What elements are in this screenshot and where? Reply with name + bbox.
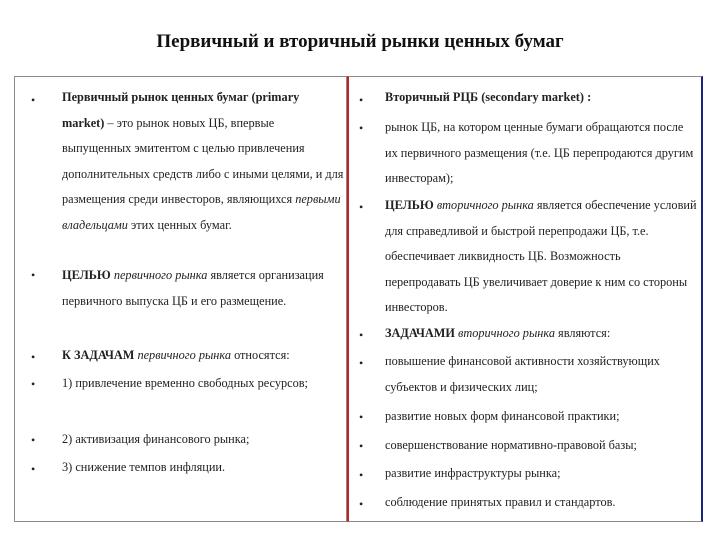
secondary-task-1: повышение финансовой активности хозяйствующих субъектов и физических лиц; [385, 354, 660, 394]
first-owners-term: первыми владельцами [62, 192, 341, 232]
slide-title: Первичный и вторичный рынки ценных бумаг [156, 31, 564, 52]
primary-task-3: 3) снижение темпов инфляции. [62, 460, 226, 474]
bullet-icon: • [31, 268, 36, 282]
secondary-market-goal: ЦЕЛЬЮ вторичного рынка является обеспечение условий для справедливой и быстрой перепродажи ЦБ, т.е. обеспечивает ликвидность ЦБ. Возможность перепродавать ЦБ увеличивает доверие к ним со стороны инвесторов. [385, 198, 697, 314]
primary-market-goal: ЦЕЛЬЮ первичного рынка является организация первичного выпуска ЦБ и его размещение. [62, 268, 324, 308]
secondary-task-3: совершенствование нормативно-правовой базы; [385, 438, 637, 452]
secondary-market-heading: Вторичный РЦБ (secondary market) : [385, 90, 592, 104]
secondary-market-definition: рынок ЦБ, на котором ценные бумаги обращаются после их первичного размещения (т.е. ЦБ перепродаются другим инвесторам); [385, 120, 694, 185]
secondary-market-tasks-heading: ЗАДАЧАМИ вторичного рынка являются: [385, 326, 611, 340]
secondary-task-4: развитие инфраструктуры рынка; [385, 466, 561, 480]
secondary-market-panel [347, 76, 703, 522]
term-primary-market: Первичный рынок ценных бумаг (primary market) [62, 90, 300, 130]
bullet-icon: • [359, 200, 364, 214]
bullet-icon: • [359, 439, 364, 453]
bullet-icon: • [31, 462, 36, 476]
secondary-task-2: развитие новых форм финансовой практики; [385, 409, 620, 423]
primary-market-tasks-heading: К ЗАДАЧАМ первичного рынка относятся: [62, 348, 290, 362]
secondary-task-5: соблюдение принятых правил и стандартов. [385, 495, 616, 509]
bullet-icon: • [31, 433, 36, 447]
bullet-icon: • [359, 93, 364, 107]
bullet-icon: • [31, 93, 36, 107]
primary-task-1: 1) привлечение временно свободных ресурсов; [62, 376, 308, 390]
bullet-icon: • [359, 328, 364, 342]
bullet-icon: • [359, 121, 364, 135]
bullet-icon: • [359, 468, 364, 482]
bullet-icon: • [31, 377, 36, 391]
bullet-icon: • [359, 410, 364, 424]
primary-market-panel [14, 76, 347, 522]
bullet-icon: • [31, 350, 36, 364]
bullet-icon: • [359, 497, 364, 511]
primary-market-definition: Первичный рынок ценных бумаг (primary market) – это рынок новых ЦБ, впервые выпущенных эмитентом с целью привлечения дополнительных средств либо с иными целями, и для размещения среди инвесторов, являющихся первыми владельцами этих ценных бумаг. [62, 90, 344, 232]
bullet-icon: • [359, 356, 364, 370]
primary-task-2: 2) активизация финансового рынка; [62, 432, 250, 446]
